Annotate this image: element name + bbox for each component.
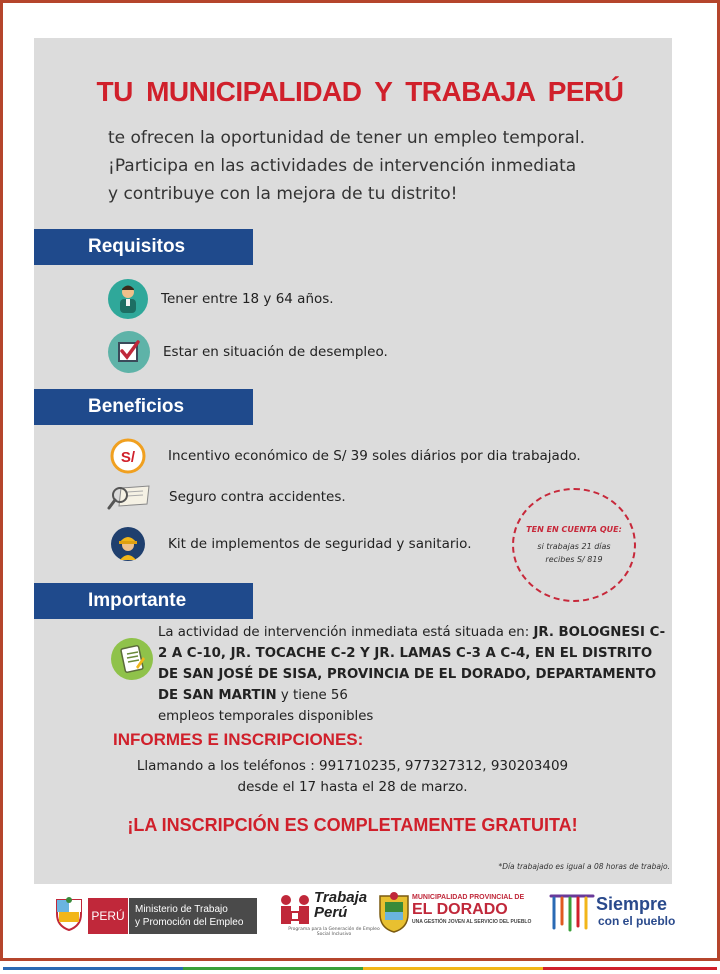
trabaja-line: Perú [314,904,348,921]
intro-text [108,124,668,208]
siempre-logo [596,894,675,928]
footnote: *Día trabajado es igual a 08 horas de trabajo. [498,862,670,871]
section-heading-requisitos: Requisitos [34,229,253,265]
free-registration-text: ¡LA INSCRIPCIÓN ES COMPLETAMENTE GRATUITA! [127,815,578,835]
ministerio-line: y Promoción del Empleo [135,917,244,928]
checkbox-icon [107,330,151,374]
requisito-text: Estar en situación de desempleo. [163,344,388,360]
worker-helmet-icon [110,526,146,562]
siempre-figures-icon [548,890,596,938]
note-heading: TEN EN CUENTA QUE: [526,525,622,534]
soles-icon-label: S/ [120,449,136,466]
ministerio-logo [129,898,257,934]
list-item [107,278,334,320]
phone-numbers: Llamando a los teléfonos : 991710235, 977327312, 930203409 [136,758,569,774]
trabaja-subtitle: Programa para la Generación de Empleo Social Inclusivo [288,927,380,937]
payment-note-badge [512,488,636,602]
registration-dates: desde el 17 hasta el 28 de marzo. [237,779,468,795]
note-line: si trabajas 21 días [537,542,611,551]
important-text-mid: y tiene 56 [276,688,348,703]
note-body [522,540,626,566]
trabaja-peru-icon [277,892,313,932]
beneficio-text: Seguro contra accidentes. [169,489,346,505]
trabaja-peru-logo [314,890,367,920]
intro-line: te ofrecen la oportunidad de tener un empleo temporal. [108,128,586,148]
peru-shield-icon [54,896,84,936]
ministerio-line: Ministerio de Trabajo [135,904,228,915]
person-icon [107,278,149,320]
section-heading-importante: Importante [34,583,253,619]
page-title: TU MUNICIPALIDAD Y TRABAJA PERÚ [96,76,624,107]
note-line: recibes S/ 819 [545,555,603,564]
muni-name: EL DORADO [412,901,508,918]
important-location: JR. BOLOGNESI C-2 A C-10, JR. TOCACHE C-2 Y JR. LAMAS C-3 A C-4, EN EL DISTRITO DE SAN JOSÉ DE SISA, PROVINCIA DE EL DORADO, DEPARTAMENTO DE SAN MARTIN [158,625,666,703]
trabaja-line: Trabaja [314,889,368,906]
list-item [110,438,581,474]
sponsor-logos [40,886,680,948]
important-text [158,622,668,727]
requisito-text: Tener entre 18 y 64 años. [161,291,334,307]
list-item [110,526,471,562]
bottom-color-stripe [3,955,717,958]
muni-slogan: UNA GESTIÓN JOVEN AL SERVICIO DEL PUEBLO [412,919,532,925]
intro-line: ¡Participa en las actividades de intervención inmediata [108,156,577,176]
beneficio-text: Incentivo económico de S/ 39 soles diários por dia trabajado. [168,448,581,464]
siempre-line: Siempre [596,894,668,914]
important-text-start: La actividad de intervención inmediata está situada en: [158,625,534,640]
muni-line: MUNICIPALIDAD PROVINCIAL DE [412,894,525,901]
list-item [107,330,388,374]
list-item [107,482,346,512]
magnifier-document-icon [107,482,151,512]
municipal-crest-icon [376,890,412,938]
intro-line: y contribuye con la mejora de tu distrito! [108,184,458,204]
soles-icon [110,438,146,474]
contact-info [0,756,705,798]
beneficio-text: Kit de implementos de seguridad y sanitario. [168,536,472,552]
siempre-line: con el pueblo [598,914,676,928]
peru-label: PERÚ [88,898,128,934]
important-text-end: empleos temporales disponibles [158,709,374,724]
clipboard-icon [110,637,154,685]
section-heading-beneficios: Beneficios [34,389,253,425]
informes-heading: INFORMES E INSCRIPCIONES: [113,730,364,749]
